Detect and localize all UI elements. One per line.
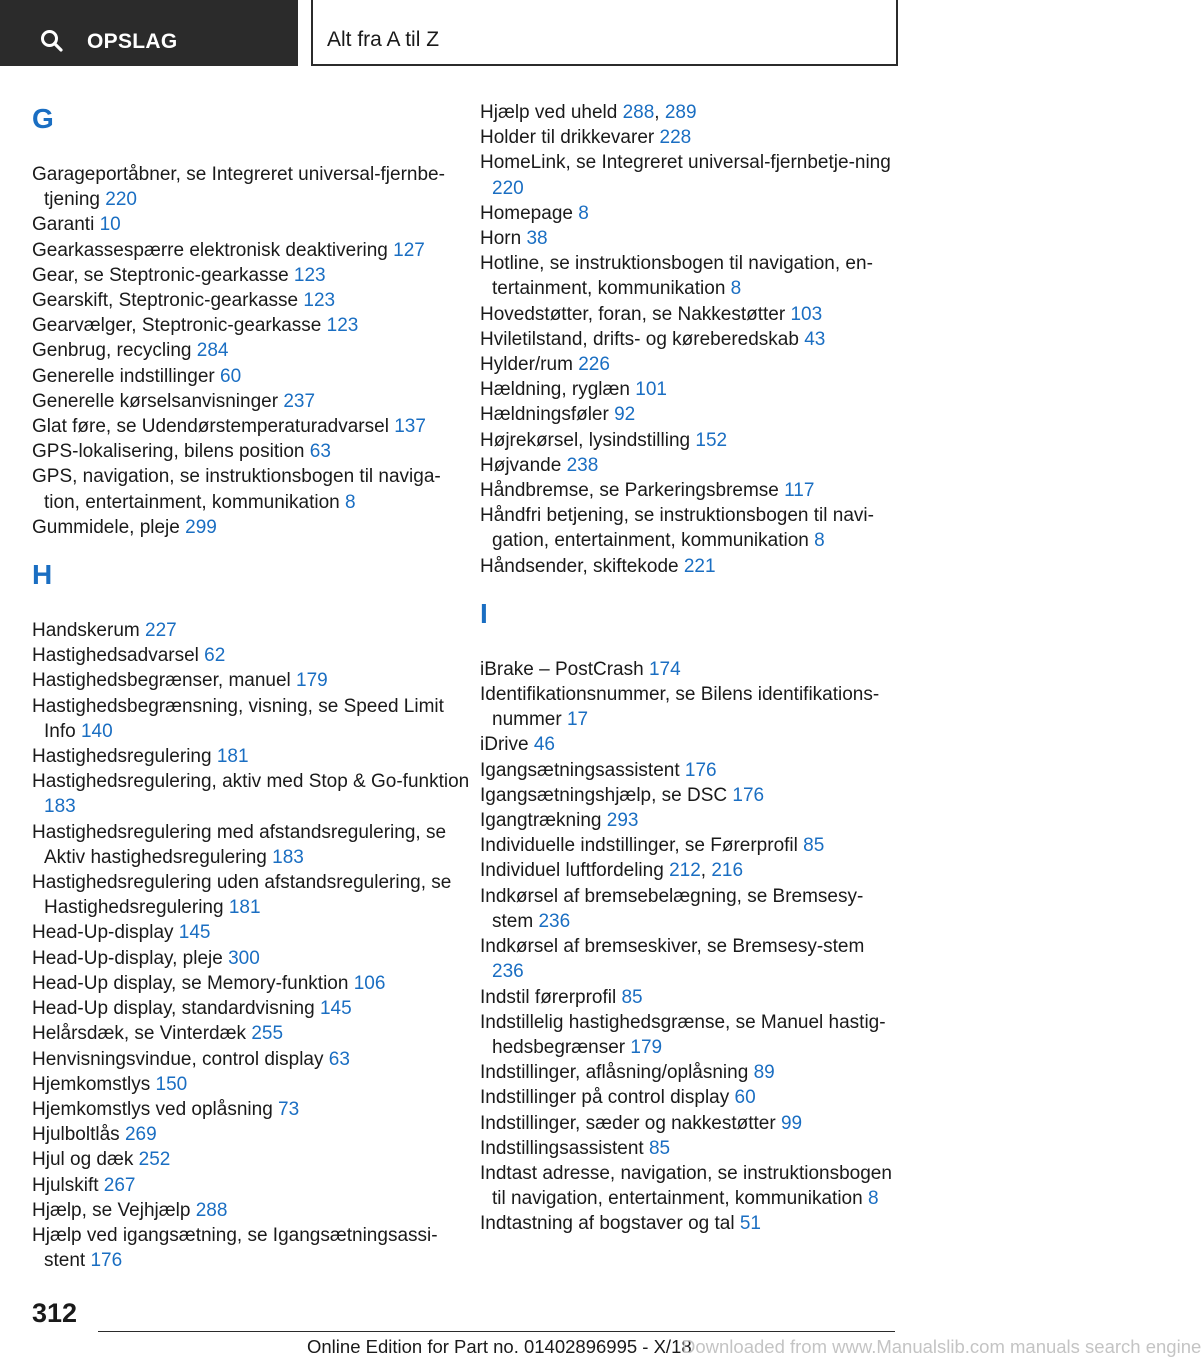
page-link[interactable]: 8 bbox=[730, 278, 742, 300]
index-entry bbox=[480, 503, 900, 553]
entry-term: Homepage bbox=[480, 202, 579, 224]
entry-term: Hastighedsbegrænser, manuel bbox=[32, 670, 297, 692]
index-entry bbox=[480, 201, 900, 226]
index-entry bbox=[480, 1085, 900, 1110]
page-link[interactable]: 228 bbox=[659, 127, 692, 149]
entry-term: Hastighedsbegrænsning, visning, se Speed Limit Info bbox=[32, 695, 444, 742]
search-tab-label: OPSLAG bbox=[87, 30, 178, 53]
entry-term: Hovedstøtter, foran, se Nakkestøtter bbox=[480, 303, 791, 325]
index-entry bbox=[480, 1136, 900, 1161]
entry-term: Indtastning af bogstaver og tal bbox=[480, 1213, 740, 1235]
entry-term: Hjemkomstlys ved oplåsning bbox=[32, 1098, 279, 1120]
page-link[interactable]: 183 bbox=[272, 846, 304, 868]
page-link[interactable]: 236 bbox=[538, 910, 571, 932]
page-link[interactable]: 89 bbox=[753, 1062, 775, 1084]
page-link[interactable]: 300 bbox=[228, 947, 260, 969]
entry-term: Hjemkomstlys bbox=[32, 1073, 156, 1095]
section-tab[interactable] bbox=[311, 0, 898, 66]
page-link[interactable]: 220 bbox=[105, 189, 137, 211]
entry-term: Indtast adresse, navigation, se instruktionsbogen til navigation, entertainment, kommunikation bbox=[480, 1162, 892, 1210]
entry-term: Hylder/rum bbox=[480, 354, 579, 376]
page-link[interactable]: 176 bbox=[684, 759, 717, 781]
index-entry bbox=[32, 1047, 472, 1072]
page-link[interactable]: 181 bbox=[228, 897, 261, 919]
index-entry bbox=[32, 338, 472, 363]
page-number: 312 bbox=[32, 1298, 78, 1328]
index-entry bbox=[480, 758, 900, 783]
index-entry bbox=[480, 783, 900, 808]
page-link[interactable]: 176 bbox=[732, 784, 765, 806]
index-entry bbox=[480, 302, 900, 327]
index-entry bbox=[32, 694, 472, 744]
entry-term: Gummidele, pleje bbox=[32, 516, 186, 538]
entry-term: Indstil førerprofil bbox=[480, 986, 622, 1008]
entry-term: Håndsender, skiftekode bbox=[480, 555, 684, 577]
top-navigation bbox=[0, 0, 960, 66]
entry-term: Genbrug, recycling bbox=[32, 340, 197, 362]
index-entry bbox=[480, 478, 900, 503]
page-link[interactable]: 8 bbox=[578, 202, 589, 224]
page-link[interactable]: 237 bbox=[283, 390, 316, 412]
page-link[interactable]: 179 bbox=[296, 670, 328, 692]
page-link[interactable]: 62 bbox=[204, 645, 226, 667]
page-link[interactable]: 106 bbox=[353, 972, 386, 994]
index-entry: Individuel luftfordeling 212, 216 bbox=[480, 860, 744, 882]
page-link[interactable]: 255 bbox=[251, 1023, 284, 1045]
page-link[interactable]: 43 bbox=[804, 328, 826, 350]
entry-term: Head-Up display, se Memory-funktion bbox=[32, 972, 354, 994]
index-entry bbox=[480, 1111, 900, 1136]
page-link[interactable]: 60 bbox=[220, 365, 242, 387]
page-link[interactable]: 236 bbox=[492, 961, 524, 983]
page-link[interactable]: 183 bbox=[44, 796, 76, 818]
footer-divider bbox=[98, 1331, 895, 1332]
page-link[interactable]: 179 bbox=[630, 1036, 663, 1058]
index-entry bbox=[32, 870, 472, 920]
index-entry bbox=[32, 744, 472, 769]
index-entry bbox=[480, 327, 900, 352]
page-link[interactable]: 181 bbox=[216, 746, 249, 768]
index-entry bbox=[32, 1198, 472, 1223]
index-entry bbox=[32, 414, 472, 439]
index-entry bbox=[32, 313, 472, 338]
page-link[interactable]: 212 bbox=[669, 860, 701, 882]
index-entry bbox=[32, 1021, 472, 1046]
page-link[interactable]: 8 bbox=[814, 530, 825, 552]
entry-term: Indkørsel af bremsebelægning, se Bremsesy-stem bbox=[480, 885, 864, 932]
index-entry bbox=[32, 946, 472, 971]
page-link[interactable]: 10 bbox=[99, 214, 121, 236]
index-entry bbox=[480, 554, 900, 579]
index-entry bbox=[480, 428, 900, 453]
entry-term: Hotline, se instruktionsbogen til navigation, en-tertainment, kommunikation bbox=[480, 253, 873, 300]
entry-term: Hviletilstand, drifts- og køreberedskab bbox=[480, 328, 805, 350]
index-entry bbox=[32, 1072, 472, 1097]
search-tab[interactable] bbox=[0, 0, 298, 66]
section-tab-label: Alt fra A til Z bbox=[327, 28, 440, 51]
index-entry bbox=[32, 288, 472, 313]
entry-term: Indstillinger, aflåsning/oplåsning bbox=[480, 1062, 754, 1084]
entry-term: Generelle indstillinger bbox=[32, 365, 220, 387]
index-column-right bbox=[480, 100, 900, 1237]
entry-term: Højvande bbox=[480, 454, 567, 476]
entry-term: HomeLink, se Integreret universal-fjernbetje-ning bbox=[480, 152, 891, 174]
page-link[interactable]: 103 bbox=[790, 303, 823, 325]
index-entry bbox=[32, 769, 472, 819]
page-link[interactable]: 238 bbox=[566, 454, 599, 476]
page-link[interactable]: 60 bbox=[734, 1087, 756, 1109]
entry-term: Gearvælger, Steptronic-gearkasse bbox=[32, 315, 327, 337]
index-entry bbox=[480, 808, 900, 833]
index-entry bbox=[480, 352, 900, 377]
page-link[interactable]: 174 bbox=[648, 658, 681, 680]
entry-term: Head-Up display, standardvisning bbox=[32, 998, 320, 1020]
entry-term: Individuelle indstillinger, se Førerprofil bbox=[480, 835, 804, 857]
entry-term: iBrake – PostCrash bbox=[480, 658, 649, 680]
entry-term: Igangsætningsassistent bbox=[480, 759, 685, 781]
index-entry bbox=[480, 884, 900, 934]
section-letter-h: H bbox=[32, 559, 53, 591]
index-entry bbox=[480, 226, 900, 251]
page-link[interactable]: 127 bbox=[393, 239, 425, 261]
page-link[interactable]: 85 bbox=[803, 835, 825, 857]
entry-term: Horn bbox=[480, 228, 527, 250]
page-link[interactable]: 289 bbox=[664, 102, 697, 123]
entry-term: Håndfri betjening, se instruktionsbogen til navi-gation, entertainment, kommunikation bbox=[480, 505, 874, 552]
index-entry bbox=[480, 732, 900, 757]
index-entry bbox=[480, 985, 900, 1010]
entry-term: Hastighedsadvarsel bbox=[32, 645, 205, 667]
index-entry bbox=[32, 668, 472, 693]
entry-term: Head-Up-display bbox=[32, 922, 179, 944]
page-link[interactable]: 63 bbox=[328, 1048, 350, 1070]
page-link[interactable]: 140 bbox=[80, 720, 113, 742]
entry-term: Head-Up-display, pleje bbox=[32, 947, 229, 969]
entry-term: Holder til drikkevarer bbox=[480, 127, 660, 149]
entry-term: Gearkassespærre elektronisk deaktivering bbox=[32, 239, 394, 261]
entry-term: Hældning, ryglæn bbox=[480, 379, 636, 401]
index-column-left bbox=[32, 100, 472, 1273]
entry-term: Højrekørsel, lysindstilling bbox=[480, 429, 696, 451]
entry-term: Hjulboltlås bbox=[32, 1124, 125, 1146]
index-entry bbox=[480, 150, 900, 200]
page-link[interactable]: 145 bbox=[319, 998, 352, 1020]
entry-term: Indkørsel af bremseskiver, se Bremsesy-stem bbox=[480, 936, 865, 958]
watermark: Downloaded from www.Manualslib.com manuals search engine bbox=[682, 1336, 1201, 1357]
index-entry bbox=[480, 833, 900, 858]
page-link[interactable]: 85 bbox=[648, 1137, 671, 1159]
page-link[interactable]: 123 bbox=[293, 264, 326, 286]
index-entry bbox=[32, 971, 472, 996]
index-list-h bbox=[32, 618, 472, 1273]
entry-term: Hastighedsregulering med afstandsregulering, se Aktiv hastighedsregulering bbox=[32, 821, 447, 868]
entry-term: Indstillingsassistent bbox=[480, 1137, 649, 1159]
page-link[interactable]: 293 bbox=[606, 810, 639, 832]
page-link[interactable]: 252 bbox=[138, 1149, 171, 1171]
index-entry bbox=[480, 682, 900, 732]
entry-term: Helårsdæk, se Vinterdæk bbox=[32, 1023, 252, 1045]
page-link[interactable]: 99 bbox=[780, 1112, 803, 1134]
page-link[interactable]: 269 bbox=[124, 1124, 157, 1146]
index-entry bbox=[480, 1060, 900, 1085]
page-link[interactable]: 101 bbox=[635, 379, 667, 401]
page-link[interactable]: 92 bbox=[614, 404, 636, 426]
entry-term: Handskerum bbox=[32, 620, 145, 642]
index-entry bbox=[32, 464, 472, 514]
page-link[interactable]: 226 bbox=[578, 354, 610, 376]
index-entry bbox=[32, 212, 472, 237]
index-entry bbox=[32, 389, 472, 414]
index-entry bbox=[480, 251, 900, 301]
entry-term: Håndbremse, se Parkeringsbremse bbox=[480, 480, 785, 502]
entry-term: Hjælp ved igangsætning, se Igangsætningsassi-stent bbox=[32, 1224, 438, 1272]
entry-term: Garanti bbox=[32, 214, 100, 236]
section-letter-g: G bbox=[32, 103, 54, 134]
page-link[interactable]: 227 bbox=[145, 620, 177, 642]
edition-note: Online Edition for Part no. 01402896995 - X/18 bbox=[307, 1336, 692, 1357]
index-entry bbox=[32, 1223, 472, 1273]
page-link[interactable]: 63 bbox=[309, 441, 331, 463]
index-entry bbox=[480, 934, 900, 984]
entry-term: Henvisningsvindue, control display bbox=[32, 1048, 329, 1070]
index-entry bbox=[32, 996, 472, 1021]
index-entry bbox=[32, 263, 472, 288]
entry-term: Hjælp ved uheld bbox=[480, 102, 623, 123]
page-link[interactable]: 288 bbox=[195, 1199, 228, 1221]
page-link[interactable]: 267 bbox=[103, 1174, 136, 1196]
entry-term: Hjælp, se Vejhjælp bbox=[32, 1199, 196, 1221]
page-link[interactable]: 299 bbox=[185, 516, 217, 538]
page-link[interactable]: 51 bbox=[739, 1213, 761, 1235]
entry-term: Glat føre, se Udendørstemperaturadvarsel bbox=[32, 416, 395, 438]
page-link[interactable]: 176 bbox=[90, 1250, 123, 1272]
entry-term: Identifikationsnummer, se Bilens identifikations-nummer bbox=[480, 684, 880, 731]
index-list-h-continued bbox=[480, 100, 900, 579]
entry-term: Indstillelig hastighedsgrænse, se Manuel hastig-hedsbegrænser bbox=[480, 1011, 886, 1058]
index-entry bbox=[32, 1097, 472, 1122]
page-link[interactable]: 284 bbox=[196, 340, 229, 362]
page-link[interactable]: 73 bbox=[278, 1098, 300, 1120]
index-entry bbox=[480, 377, 900, 402]
page-link[interactable]: 8 bbox=[345, 491, 356, 513]
entry-term: Gearskift, Steptronic-gearkasse bbox=[32, 290, 304, 312]
index-entry bbox=[32, 1147, 472, 1172]
entry-term: GPS-lokalisering, bilens position bbox=[32, 441, 310, 463]
page-link[interactable]: 123 bbox=[326, 315, 359, 337]
index-entry bbox=[32, 1173, 472, 1198]
entry-term: Hældningsføler bbox=[480, 404, 615, 426]
page-link[interactable]: 85 bbox=[621, 986, 643, 1008]
page-link[interactable]: 137 bbox=[394, 416, 426, 438]
page-link[interactable]: 17 bbox=[566, 709, 589, 731]
index-entry bbox=[480, 657, 900, 682]
entry-term: Gear, se Steptronic-gearkasse bbox=[32, 264, 294, 286]
entry-term: Individuel luftfordeling bbox=[480, 860, 670, 882]
index-entry bbox=[32, 364, 472, 389]
index-entry bbox=[480, 1161, 900, 1211]
page-link[interactable]: 8 bbox=[867, 1188, 879, 1210]
index-entry bbox=[32, 439, 472, 464]
index-entry bbox=[32, 515, 472, 540]
page-link[interactable]: 216 bbox=[711, 860, 744, 882]
entry-term: Indstillinger på control display bbox=[480, 1087, 735, 1109]
entry-term: iDrive bbox=[480, 734, 534, 756]
entry-term: Hastighedsregulering bbox=[32, 746, 217, 768]
index-entry bbox=[32, 920, 472, 945]
entry-term: GPS, navigation, se instruktionsbogen til naviga-tion, entertainment, kommunikation bbox=[32, 466, 441, 513]
index-entry bbox=[480, 1010, 900, 1060]
index-entry: Hjælp ved uheld 288, 289 bbox=[480, 102, 697, 123]
entry-term: Igangtrækning bbox=[480, 810, 607, 832]
entry-term: Hjul og dæk bbox=[32, 1149, 139, 1171]
entry-term: Generelle kørselsanvisninger bbox=[32, 390, 284, 412]
index-entry bbox=[32, 820, 472, 870]
search-icon bbox=[40, 29, 64, 53]
page-link[interactable]: 38 bbox=[526, 228, 548, 250]
index-entry bbox=[32, 238, 472, 263]
page-link[interactable]: 221 bbox=[683, 555, 716, 577]
index-entry bbox=[32, 162, 472, 212]
page-link[interactable]: 152 bbox=[695, 429, 728, 451]
page-link[interactable]: 117 bbox=[784, 480, 815, 502]
section-letter-i: I bbox=[480, 597, 488, 629]
entry-term: Igangsætningshjælp, se DSC bbox=[480, 784, 733, 806]
index-entry bbox=[32, 643, 472, 668]
entry-term: Hastighedsregulering uden afstandsregulering, se Hastighedsregulering bbox=[32, 872, 452, 919]
index-entry bbox=[480, 1211, 900, 1236]
index-entry bbox=[480, 402, 900, 427]
page-link[interactable]: 220 bbox=[492, 177, 524, 199]
entry-term: Indstillinger, sæder og nakkestøtter bbox=[480, 1112, 781, 1134]
index-entry bbox=[32, 1122, 472, 1147]
index-list-i bbox=[480, 657, 900, 1237]
page-link[interactable]: 123 bbox=[303, 290, 336, 312]
page-link[interactable]: 46 bbox=[533, 734, 555, 756]
page-link[interactable]: 288 bbox=[622, 102, 655, 123]
index-entry bbox=[32, 618, 472, 643]
page-link[interactable]: 145 bbox=[178, 922, 211, 944]
entry-term: Garageportåbner, se Integreret universal-fjernbe-tjening bbox=[32, 164, 445, 211]
page-link[interactable]: 150 bbox=[155, 1073, 188, 1095]
entry-term: Hjulskift bbox=[32, 1174, 104, 1196]
index-list-g bbox=[32, 162, 472, 540]
index-entry bbox=[480, 125, 900, 150]
index-entry bbox=[480, 453, 900, 478]
entry-term: Hastighedsregulering, aktiv med Stop & Go-funktion bbox=[32, 771, 470, 793]
